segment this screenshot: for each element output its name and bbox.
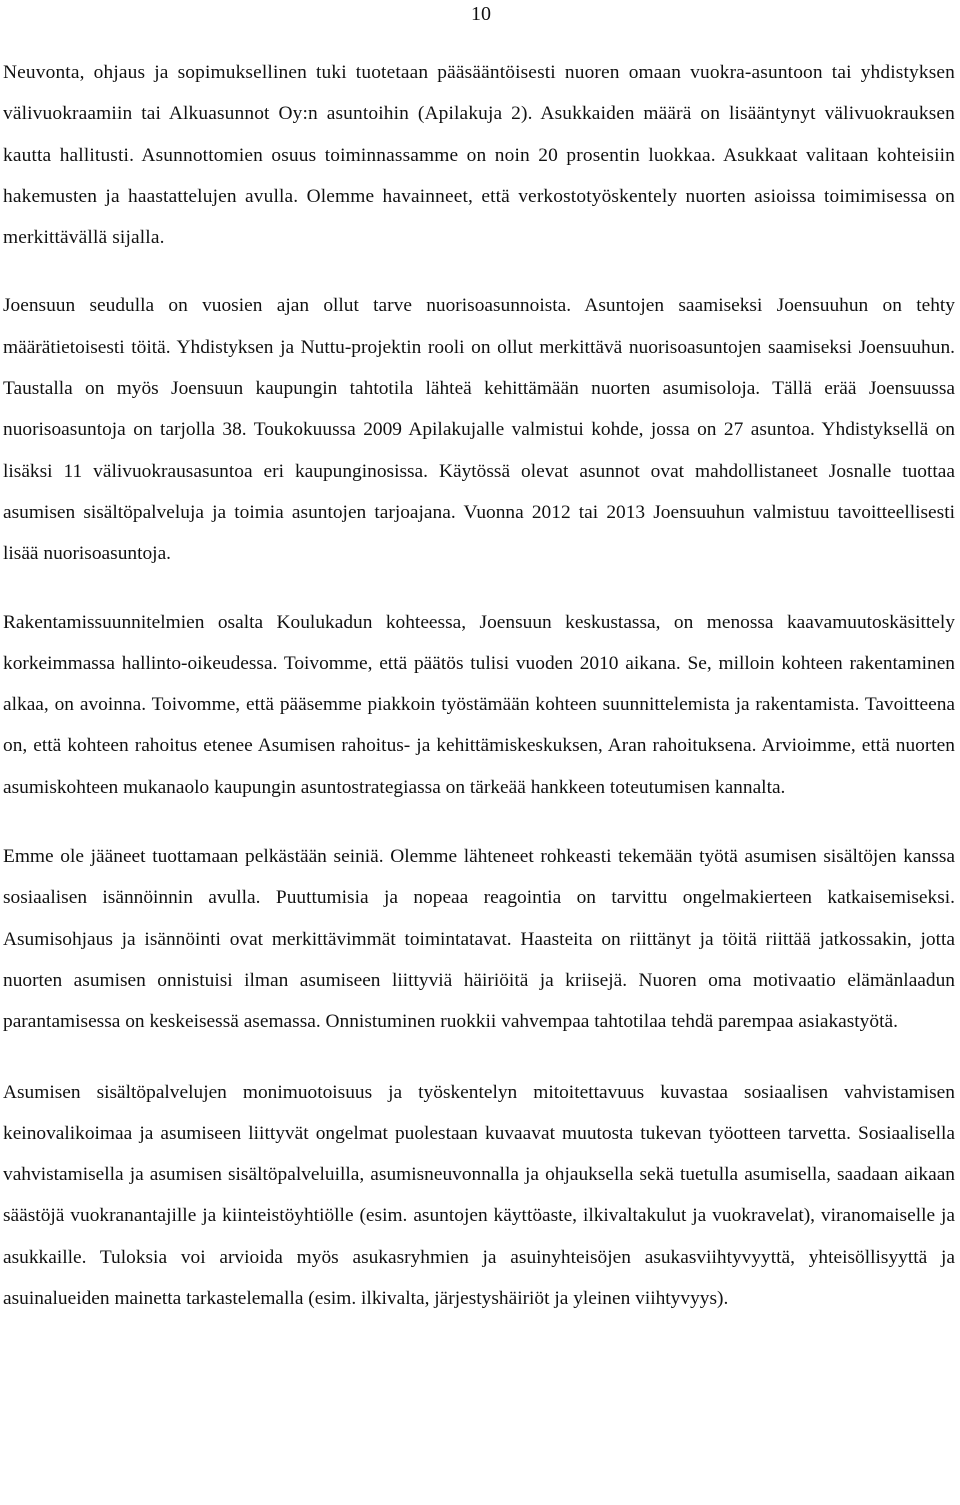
paragraph-2: Joensuun seudulla on vuosien ajan ollut tarve nuorisoasunnoista. Asuntojen saamiseksi Joensuuhun on tehty määrätietoisesti töitä. Yhdistyksen ja Nuttu-projektin rooli on ollut merkittävä nuorisoasuntojen saamiseksi Joensuuhun. Taustalla on myös Joensuun kaupungin tahtotila lähteä kehittämään nuorten asumisoloja. Tällä erää Joensuussa nuorisoasuntoja on tarjolla 38. Toukokuussa 2009 Apilakujalle valmistui kohde, jossa on 27 asuntoa. Yhdistyksellä on lisäksi 11 välivuokrausasuntoa eri kaupunginosissa. Käytössä olevat asunnot ovat mahdollistaneet Josnalle tuottaa asumisen sisältöpalveluja ja toimia asuntojen tarjoajana. Vuonna 2012 tai 2013 Joensuuhun valmistuu tavoitteellisesti lisää nuorisoasuntoja. [3,295,955,565]
paragraph-1: Neuvonta, ohjaus ja sopimuksellinen tuki tuotetaan pääsääntöisesti nuoren omaan vuokra-asuntoon tai yhdistyksen välivuokraamiin tai Alkuasunnot Oy:n asuntoihin (Apilakuja 2). Asukkaiden määrä on lisääntynyt välivuokrauksen kautta hallitusti. Asunnottomien osuus toiminnassamme on noin 20 prosentin luokkaa. Asukkaat valitaan kohteisiin hakemusten ja haastattelujen avulla. Olemme havainneet, että verkostotyöskentely nuorten asioissa toimimisessa on merkittävällä sijalla. [3,62,955,249]
page-number: 10 [471,3,491,25]
paragraph-5: Asumisen sisältöpalvelujen monimuotoisuus ja työskentelyn mitoitettavuus kuvastaa sosiaalisen vahvistamisen keinovalikoimaa ja asumiseen liittyvät ongelmat puolestaan kuvaavat muutosta tukevan työotteen tarvetta. Sosiaalisella vahvistamisella ja asumisen sisältöpalveluilla, asumisneuvonnalla ja ohjauksella sekä tuetulla asumisella, saadaan aikaan säästöjä vuokranantajille ja kiinteistöyhtiölle (esim. asuntojen käyttöaste, ilkivaltakulut ja vuokravelat), viranomaiselle ja asukkaille. Tuloksia voi arvioida myös asukasryhmien ja asuinyhteisöjen asukasviihtyvyyttä, yhteisöllisyyttä ja asuinalueiden mainetta tarkastelemalla (esim. ilkivalta, järjestyshäiriöt ja yleinen viihtyvyys). [3,1081,955,1310]
paragraph-4: Emme ole jääneet tuottamaan pelkästään seiniä. Olemme lähteneet rohkeasti tekemään työtä asumisen sisältöjen kanssa sosiaalisen isännöinnin avulla. Puuttumisia ja nopeaa reagointia on tarvittu ongelmakierteen katkaisemiseksi. Asumisohjaus ja isännöinti ovat merkittävimmät toimintatavat. Haasteita on riittänyt ja töitä riittää jatkossakin, jotta nuorten asumisen onnistuisi ilman asumiseen liittyviä häiriöitä ja kriisejä. Nuoren oma motivaatio elämänlaadun parantamisessa on keskeisessä asemassa. Onnistuminen ruokkii vahvempaa tahtotilaa tehdä parempaa asiakastyötä. [3,846,955,1033]
paragraph-3: Rakentamissuunnitelmien osalta Koulukadun kohteessa, Joensuun keskustassa, on menossa kaavamuutoskäsittely korkeimmassa hallinto-oikeudessa. Toivomme, että päätös tulisi vuoden 2010 aikana. Se, milloin kohteen rakentaminen alkaa, on avoinna. Toivomme, että pääsemme piakkoin työstämään kohteen suunnittelemista ja rakentamista. Tavoitteena on, että kohteen rahoitus etenee Asumisen rahoitus- ja kehittämiskeskuksen, Aran rahoituksena. Arvioimme, että nuorten asumiskohteen mukanaolo kaupungin asuntostrategiassa on tärkeää hankkeen toteutumisen kannalta. [3,611,955,798]
document-body [3,52,955,1319]
